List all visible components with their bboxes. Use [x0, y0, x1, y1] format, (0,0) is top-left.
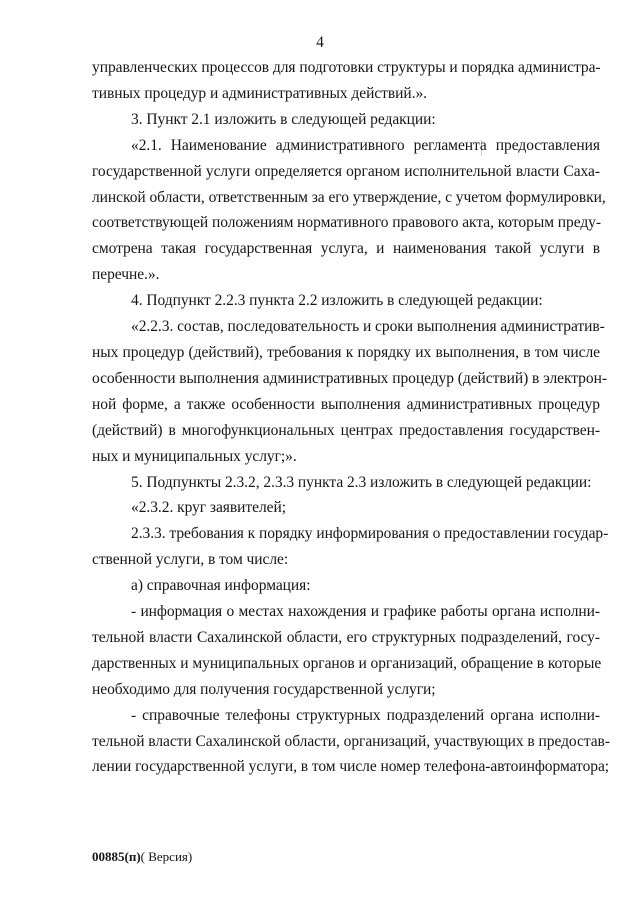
- text-line: 3. Пункт 2.1 изложить в следующей редакции:: [131, 110, 436, 128]
- text-line: линской области, ответственным за его утверждение, с учетом формулировки,: [92, 188, 606, 206]
- text-line: ственной услуги, в том числе:: [92, 551, 289, 569]
- document-body: [92, 55, 610, 780]
- text-line: дарственных и муниципальных органов и организаций, обращение в которые: [92, 654, 602, 672]
- page-number: 4: [316, 34, 324, 51]
- text-line: особенности выполнения административных процедур (действий) в электрон-: [92, 369, 607, 387]
- text-line: тивных процедур и административных действий.».: [92, 84, 427, 102]
- text-line: а) справочная информация:: [131, 577, 311, 595]
- text-line: смотрена такая государственная услуга, и наименования такой услуги в: [92, 240, 600, 258]
- text-line: - информация о местах нахождения и графике работы органа исполни-: [131, 603, 600, 621]
- text-line: тельной власти Сахалинской области, его структурных подразделений, госу-: [92, 628, 600, 646]
- document-footer: [92, 849, 192, 865]
- text-line: управленческих процессов для подготовки структуры и порядка администра-: [92, 59, 601, 76]
- footer-document-code: 00885(п): [92, 849, 141, 864]
- text-line: лении государственной услуги, в том числе номер телефона-автоинформатора;: [92, 758, 610, 776]
- text-line: 2.3.3. требования к порядку информирования о предоставлении государ-: [131, 525, 609, 543]
- text-line: 4. Подпункт 2.2.3 пункта 2.2 изложить в следующей редакции:: [131, 292, 543, 310]
- text-line: - справочные телефоны структурных подразделений органа исполни-: [131, 706, 600, 724]
- text-line: государственной услуги определяется органом исполнительной власти Саха-: [92, 162, 600, 180]
- text-line: 5. Подпункты 2.3.2, 2.3.3 пункта 2.3 изложить в следующей редакции:: [131, 473, 592, 491]
- text-line: ных и муниципальных услуг;».: [92, 447, 297, 465]
- text-line: «2.2.3. состав, последовательность и сроки выполнения административ-: [131, 318, 605, 336]
- text-line: перечне.».: [92, 266, 160, 284]
- text-line: соответствующей положениям нормативного правового акта, которым преду-: [92, 214, 601, 232]
- text-line: необходимо для получения государственной услуги;: [92, 680, 436, 698]
- text-line: «2.1. Наименование административного регламента предоставления: [131, 136, 600, 154]
- text-line: «2.3.2. круг заявителей;: [131, 499, 286, 517]
- text-line: (действий) в многофункциональных центрах предоставления государствен-: [92, 421, 600, 439]
- text-line: тельной власти Сахалинской области, организаций, участвующих в предостав-: [92, 732, 610, 750]
- text-line: ной форме, а также особенности выполнения административных процедур: [92, 395, 600, 413]
- text-line: ных процедур (действий), требования к порядку их выполнения, в том числе: [92, 343, 600, 361]
- footer-version-label: ( Версия): [140, 849, 193, 864]
